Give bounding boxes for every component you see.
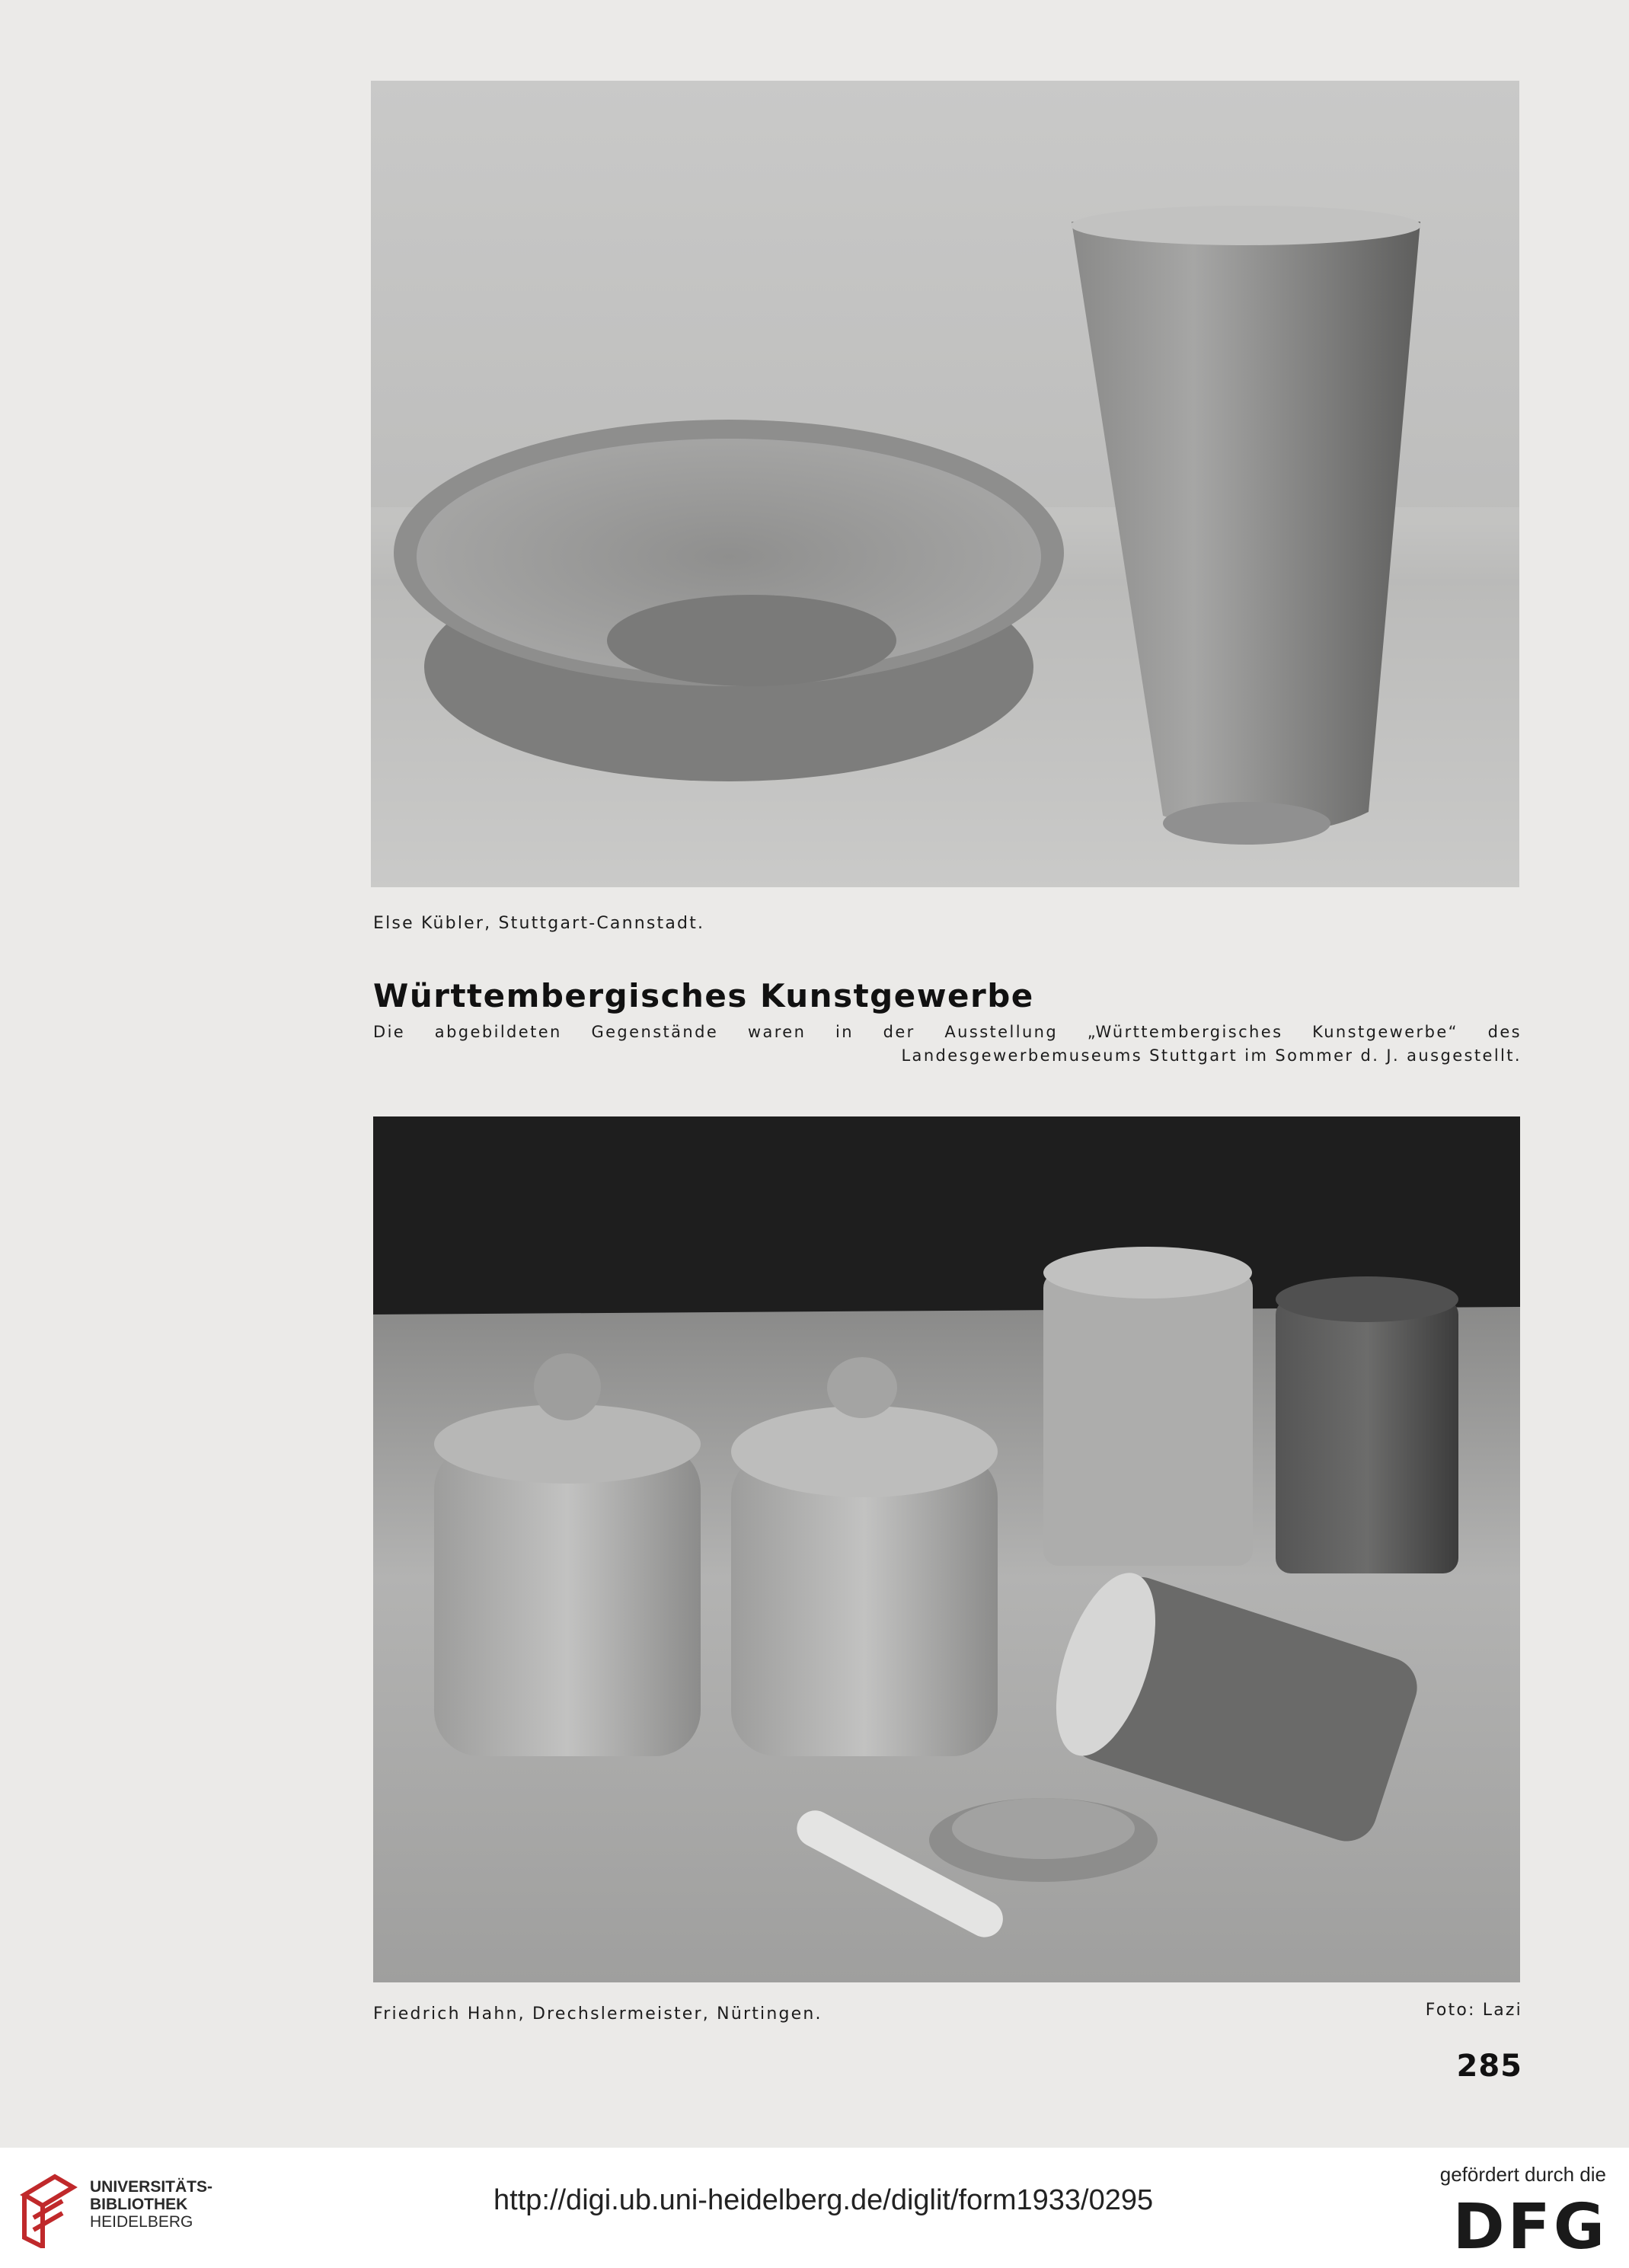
- ceramics-photo: [371, 81, 1519, 887]
- funding-note: gefördert durch die: [1439, 2163, 1606, 2186]
- caption-bottom: Friedrich Hahn, Drechslermeister, Nürtingen.: [373, 2004, 822, 2024]
- library-name: [90, 2178, 212, 2231]
- woodwork-photo: [373, 1116, 1520, 1982]
- permalink[interactable]: http://digi.ub.uni-heidelberg.de/diglit/form1933/0295: [493, 2184, 1154, 2216]
- library-name-line: UNIVERSITÄTS-: [90, 2178, 213, 2196]
- digitization-footer: [0, 2148, 1629, 2268]
- library-name-line: HEIDELBERG: [90, 2213, 193, 2231]
- article-title: Württembergisches Kunstgewerbe: [373, 977, 1034, 1014]
- dfg-logo: DFG: [1452, 2191, 1608, 2263]
- page-number: 285: [1456, 2049, 1522, 2084]
- article-intro: Die abgebildeten Gegenstände waren in der Ausstellung „Württembergisches Kunstgewerbe“ des Landesgewerbemuseums Stuttgart im Sommer d. J. ausgestellt.: [373, 1023, 1522, 1065]
- photo-credit: Foto: Lazi: [1425, 2001, 1522, 2020]
- library-name-line: BIBLIOTHEK: [90, 2196, 188, 2213]
- library-logo-icon: [17, 2172, 79, 2248]
- caption-top: Else Kübler, Stuttgart-Cannstadt.: [373, 914, 705, 933]
